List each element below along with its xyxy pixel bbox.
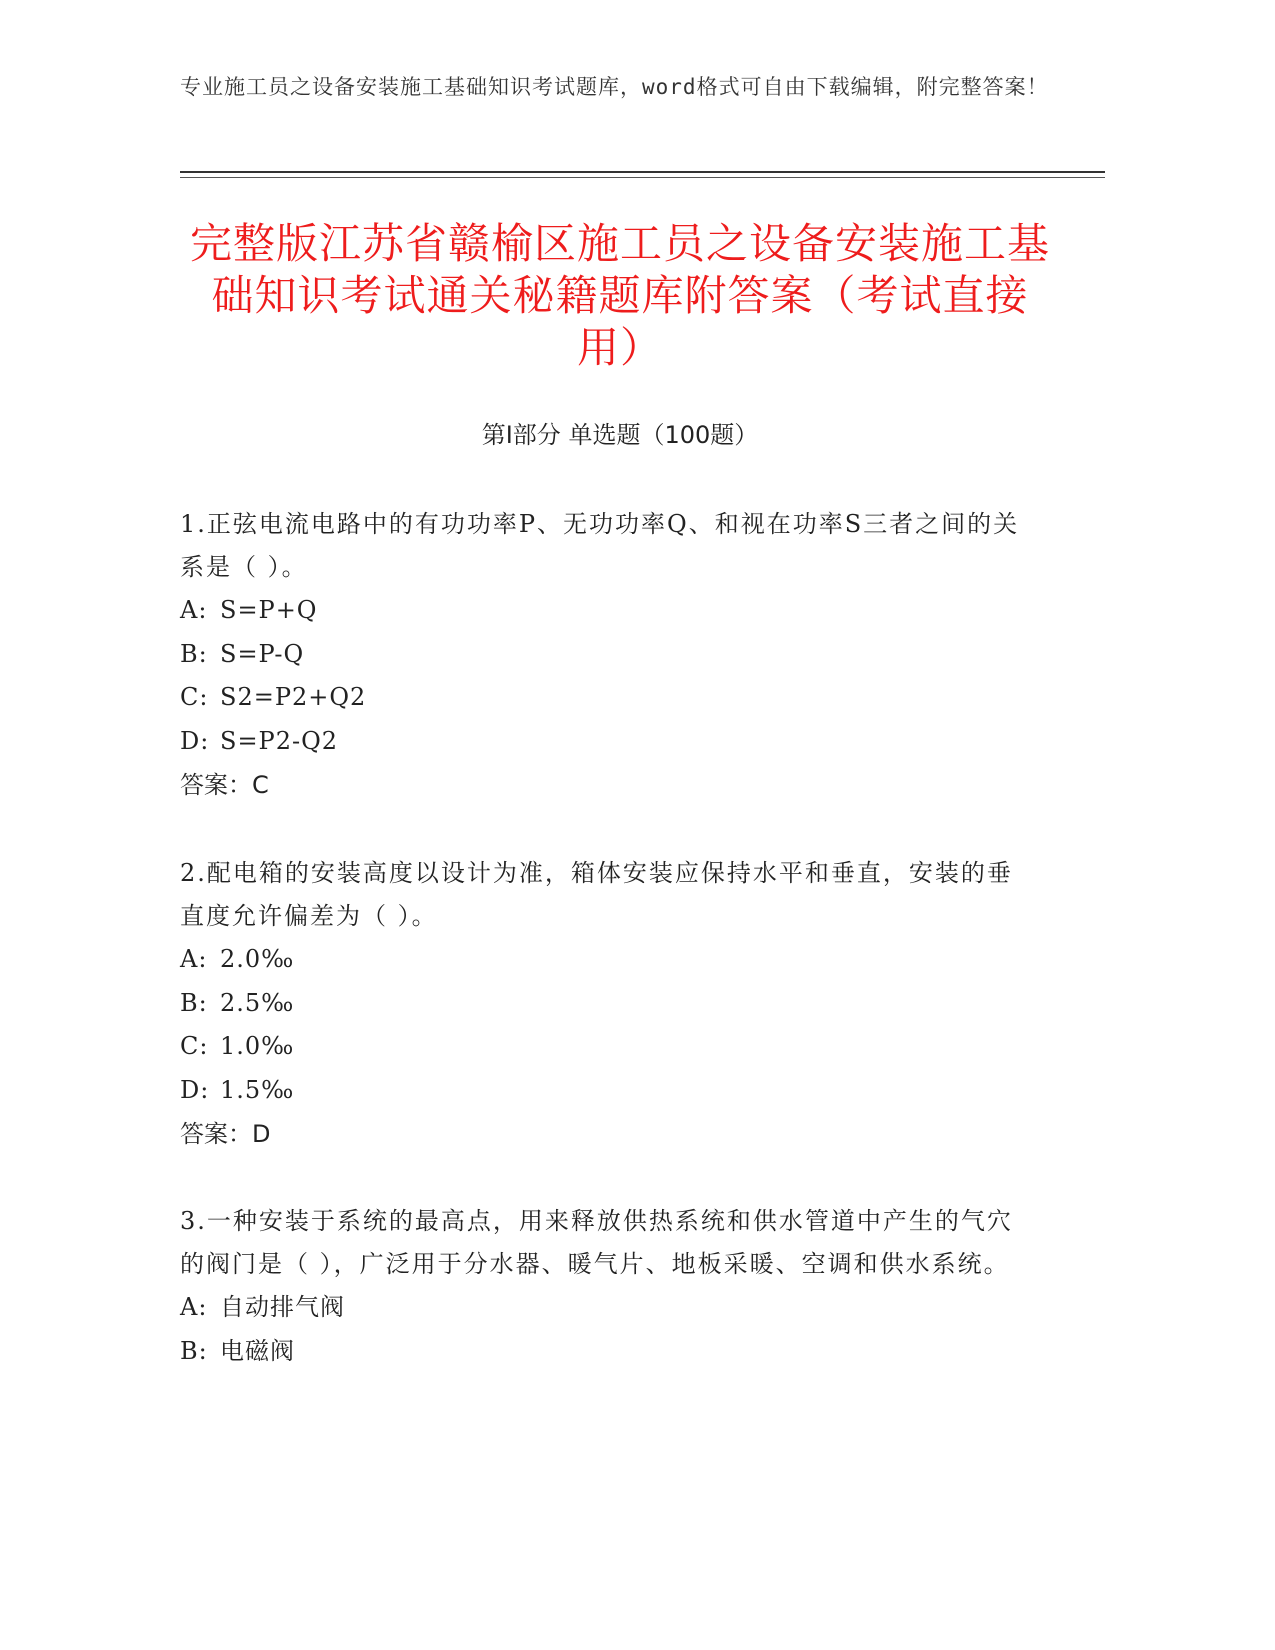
- option-key: B:: [180, 639, 208, 668]
- option-b: [180, 1330, 1030, 1374]
- option-key: A:: [180, 1293, 208, 1321]
- question-text: 3.一种安装于系统的最高点，用来释放供热系统和供水管道中产生的气穴的阀门是（ ），广泛用于分水器、暖气片、地板采暖、空调和供水系统。: [180, 1207, 1013, 1278]
- option-a: [180, 938, 1030, 982]
- section-heading: 第Ⅰ部分 单选题（100题）: [481, 421, 759, 449]
- option-key: D:: [180, 726, 210, 755]
- option-a: [180, 1286, 1030, 1330]
- header-note: 专业施工员之设备安装施工基础知识考试题库，word格式可自由下载编辑，附完整答案！: [180, 75, 1049, 99]
- option-text: 电磁阀: [220, 1336, 295, 1365]
- question-1: [180, 503, 1030, 807]
- header-divider-thick: [180, 171, 1105, 173]
- option-key: A:: [180, 596, 208, 624]
- option-key: B:: [180, 988, 208, 1017]
- option-d: [180, 720, 1030, 764]
- answer: 答案：D: [180, 1120, 271, 1148]
- option-text: S=P+Q: [220, 596, 318, 624]
- option-b: [180, 633, 1030, 677]
- header-divider-thin: [180, 177, 1105, 178]
- option-key: A:: [180, 945, 208, 973]
- option-key: D:: [180, 1075, 210, 1104]
- option-key: C:: [180, 1032, 209, 1060]
- option-a: [180, 589, 1030, 633]
- option-text: S=P-Q: [220, 639, 305, 668]
- option-d: [180, 1069, 1030, 1113]
- option-text: 2.0‰: [220, 945, 295, 973]
- option-key: B:: [180, 1336, 208, 1365]
- question-text: 1.正弦电流电路中的有功功率P、无功功率Q、和视在功率S三者之间的关系是（ ）。: [180, 510, 1020, 581]
- option-c: [180, 1025, 1030, 1069]
- option-text: 1.0‰: [220, 1032, 295, 1060]
- option-b: [180, 982, 1030, 1026]
- option-text: S=P2-Q2: [220, 726, 339, 755]
- document-title: 完整版江苏省赣榆区施工员之设备安装施工基础知识考试通关秘籍题库附答案（考试直接用）: [189, 219, 1050, 372]
- option-key: C:: [180, 683, 209, 711]
- option-text: 2.5‰: [220, 988, 295, 1017]
- question-2: [180, 852, 1030, 1156]
- option-text: 自动排气阀: [220, 1293, 345, 1321]
- option-text: S2=P2+Q2: [220, 683, 367, 711]
- question-text: 2.配电箱的安装高度以设计为准，箱体安装应保持水平和垂直，安装的垂直度允许偏差为（ ）。: [180, 859, 1013, 930]
- option-text: 1.5‰: [220, 1075, 295, 1104]
- question-3: [180, 1200, 1030, 1373]
- option-c: [180, 676, 1030, 720]
- answer: 答案：C: [180, 771, 269, 799]
